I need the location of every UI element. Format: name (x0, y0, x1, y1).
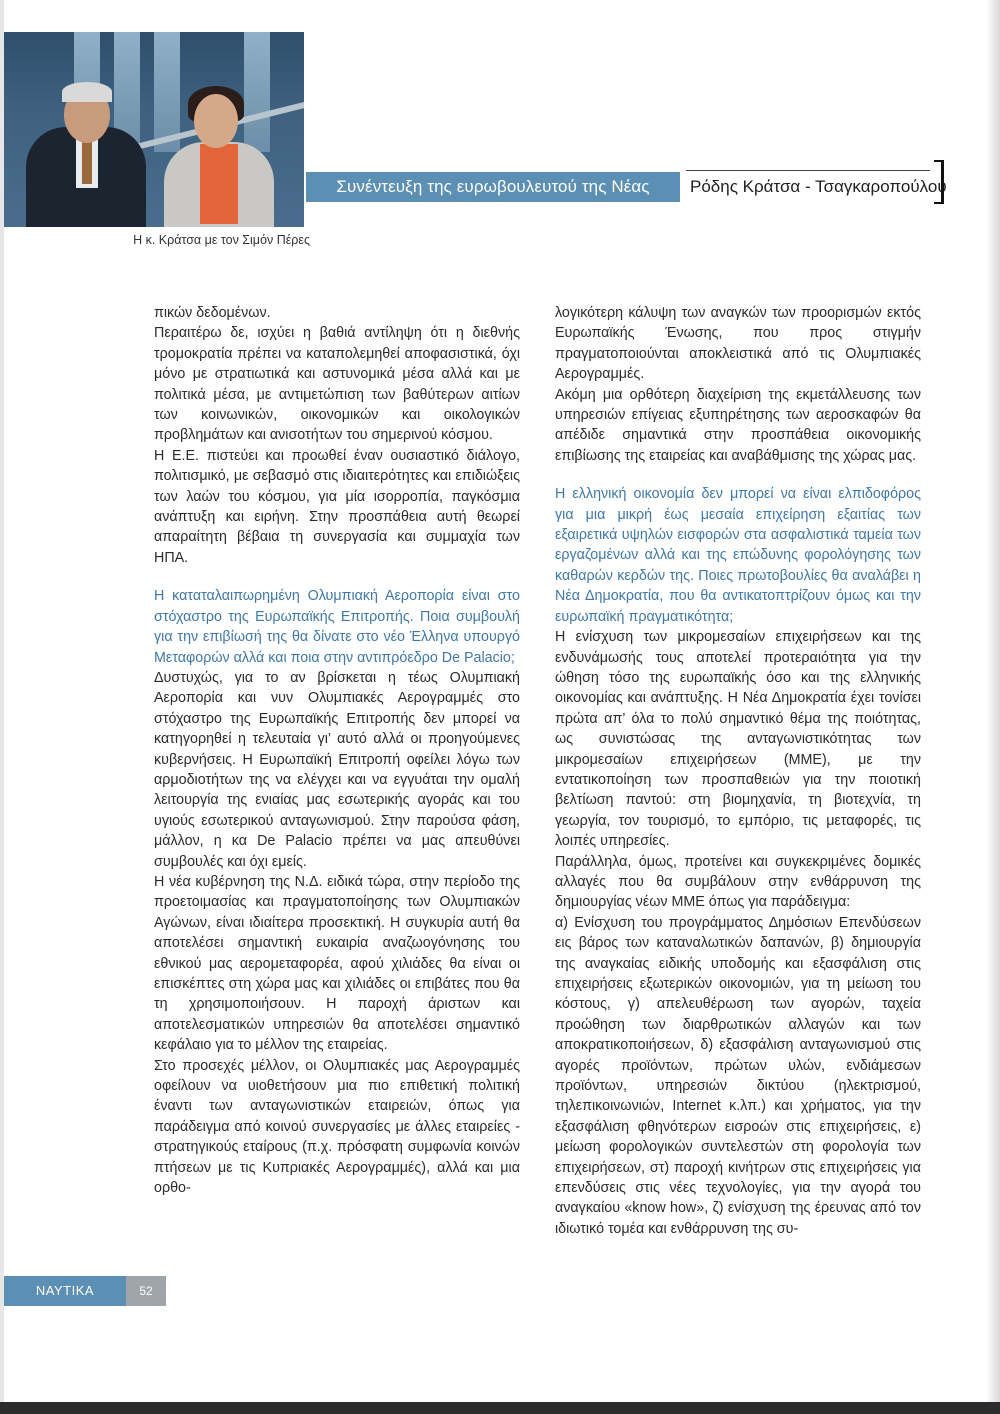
man-hair (62, 82, 112, 102)
title-rule (686, 170, 930, 171)
paragraph: Δυστυχώς, για το αν βρίσκεται η τέως Ολυμπιακή Αεροπορία και νυν Ολυμπιακές Αερογραμμές στο στόχαστρο της Ευρωπαϊκής Επιτροπής δεν μπορεί να κατηγορηθεί η τελευταία γι’ αυτό αλλά οι προηγούμενες κυβερνήσεις. Η Ευρωπαϊκή Επιτροπή οφείλει λόγω των αρμοδιοτήτων της να ελέγχει και να εγγυάται την ομαλή λειτουργία της ενιαίας μας εσωτερικής αγοράς και του υγιούς εσωτερικού ανταγωνισμού. Στην παρούσα φάση, μάλλον, η κα De Palacio πρέπει να μας απευθύνει συμβουλές και όχι εμείς. (154, 669, 520, 870)
interview-question: Η καταταλαιπωρημένη Ολυμπιακή Αεροπορία είναι στο στόχαστρο της Ευρωπαϊκής Επιτροπής. Ποια συμβουλή για την επιβίωσή της θα δίνατε στο νέο Έλληνα υπουργό Μεταφορών αλλά και ποια στην αντιπρόεδρο De Palacio; (154, 588, 520, 666)
interview-question: Η ελληνική οικονομία δεν μπορεί να είναι ελπιδοφόρος για μια μικρή έως μεσαία επιχείρηση εξαιτίας των εξαιρετικά υψηλών εισφορών στα ασφαλιστικά ταμεία των εργαζομένων αλλά και της επώδυνης φορολόγησης των καθαρών κερδών της. Ποιες πρωτοβουλίες θα αναλάβει η Νέα Δημοκρατία, που θα αντικατοπτρίζουν όμως και την ευρωπαϊκή πραγματικότητα; (555, 486, 921, 625)
title-bracket (934, 160, 944, 204)
left-column (154, 303, 520, 1198)
publication-name: ΝΑΥΤΙΚΑ ΧΡΟΝΙΚΑ (4, 1276, 126, 1306)
background-window (244, 32, 270, 152)
woman-top (200, 144, 238, 224)
paragraph: α) Ενίσχυση του προγράμματος Δημόσιων Επενδύσεων εις βάρος των καταναλωτικών δαπανών, β) δημιουργία της αναγκαίας ειδικής υποδομής και εξασφάλιση στις επιχειρήσεις εξωτερικών οικονομιών, για τη μείωση του κόστους, γ) απελευθέρωση των αγορών, ταχεία προώθηση των διαρθρωτικών αλλαγών και των αποκρατικοποιήσεων, δ) εξασφάλιση ανταγωνισμού στις αγορές προϊόντων, πρώτων υλών, ενδιάμεσων προϊόντων, υπηρεσιών δικτύου (ηλεκτρισμού, τηλεπικοινωνιών, Internet κ.λπ.) και χρήματος, για την εξασφάλιση φθηνότερων εισροών στις επιχειρήσεις, ε) μείωση φορολογικών συντελεστών στη φορολογία των επιχειρήσεων, στ) παροχή κινήτρων στις επιχειρήσεις για επενδύσεις στις νέες τεχνολογίες, για την αγορά του αναγκαίου «know how», ζ) ενίσχυση της έρευνας από τον ιδιωτικό τομέα και ενθάρρυνση της συ- (555, 914, 921, 1237)
right-column (555, 303, 921, 1239)
bottom-rule (0, 1402, 1000, 1414)
paragraph: λογικότερη κάλυψη των αναγκών των προορισμών εκτός Ευρωπαϊκής Ένωσης, που προς στιγμήν πραγματοποιούνται αποκλειστικά από τις Ολυμπιακές Αερογραμμές. (555, 305, 921, 383)
interview-photo (4, 32, 304, 227)
paragraph: Η νέα κυβέρνηση της Ν.Δ. ειδικά τώρα, στην περίοδο της προετοιμασίας και πραγματοποίησης των Ολυμπιακών Αγώνων, είναι ιδιαίτερα προσεκτική. Η συγκυρία αυτή θα αποτελέσει σημαντική ευκαιρία αναζωογόνησης του εθνικού μας αερομεταφορέα, αφού χιλιάδες θα είναι οι επισκέπτες στη χώρα μας και χιλιάδες οι επιβάτες που θα τη χρησιμοποιήσουν. Η παροχή άριστων και αποτελεσματικών υπηρεσιών θα αποτελέσει σημαντικό κεφάλαιο για το μέλλον της εταιρείας. (154, 873, 520, 1054)
page-number: 52 (126, 1276, 166, 1306)
paragraph: Περαιτέρω δε, ισχύει η βαθιά αντίληψη ότι η διεθνής τρομοκρατία πρέπει να καταπολεμηθεί αποφασιστικά, όχι μόνο με στρατιωτικά και αστυνομικά μέσα αλλά και με πολιτικά μέσα, με αντιμετώπιση των βαθύτερων αιτίων των κοινωνικών, οικονομικών και οικολογικών προβλημάτων και ανισοτήτων του σημερινού κόσμου. (154, 325, 520, 444)
paragraph: Ακόμη μια ορθότερη διαχείριση της εκμετάλλευσης των υπηρεσιών επίγειας εξυπηρέτησης των αεροσκαφών θα απέδιδε σημαντικά στην προσπάθεια οικονομικής επιβίωσης της εταιρείας και αναβάθμισης της χώρας μας. (555, 386, 921, 464)
article-title: Συνέντευξη της ευρωβουλευτού της Νέας Δημοκρατίας (306, 172, 680, 202)
paragraph: πικών δεδομένων. (154, 305, 271, 321)
man-tie (82, 142, 92, 184)
article-author: Ρόδης Κράτσα - Τσαγκαροπούλου (690, 177, 947, 196)
photo-caption: Η κ. Κράτσα με τον Σιμόν Πέρες (133, 233, 310, 247)
paragraph: Παράλληλα, όμως, προτείνει και συγκεκριμένες δομικές αλλαγές που θα συμβάλουν στην ενθάρρυνση της δημιουργίας νέων ΜΜΕ όπως για παράδειγμα: (555, 853, 921, 911)
paragraph: Στο προσεχές μέλλον, οι Ολυμπιακές μας Αερογραμμές οφείλουν να υιοθετήσουν μια πιο επιθετική πολιτική έναντι των ανταγωνιστικών εταιρειών, όπως για παράδειγμα από κοινού συνεργασίες με άλλες εταιρείες - στρατηγικούς εταίρους (π.χ. πρόσφατη συμφωνία κοινών πτήσεων με τις Κυπριακές Αερογραμμές), αλλά και μια ορθο- (154, 1057, 520, 1197)
page-edge-right (986, 0, 1000, 1414)
paragraph: Η Ε.Ε. πιστεύει και προωθεί έναν ουσιαστικό διάλογο, πολιτισμικό, με σεβασμό στις ιδιαιτερότητες και επιδιώξεις των λαών του κόσμου, για μία ισορροπία, παγκόσμια ανάπτυξη και ειρήνη. Στην προσπάθεια αυτή θεωρεί απαραίτητη βέβαια τη συνεργασία και συμμαχία των ΗΠΑ. (154, 447, 520, 566)
woman-head (194, 94, 238, 148)
paragraph: Η ενίσχυση των μικρομεσαίων επιχειρήσεων και της ενδυνάμωσής τους αποτελεί προτεραιότητα για την ώθηση τόσο της ευρωπαϊκής όσο και της ελληνικής οικονομίας και ανάπτυξης. Η Νέα Δημοκρατία έχει τονίσει πρώτα απ’ όλα το πολύ σημαντικό θέμα της ποιότητας, ως συνιστώσας της ανταγωνιστικότητας των μικρομεσαίων επιχειρήσεων (ΜΜΕ), με την εντατικοποίηση των προσπαθειών για την ποιοτική βελτίωση παντού: στη βιομηχανία, τη βιοτεχνία, τη γεωργία, τον τουρισμό, το εμπόριο, τις μεταφορές, τις λοιπές υπηρεσίες. (555, 629, 921, 850)
